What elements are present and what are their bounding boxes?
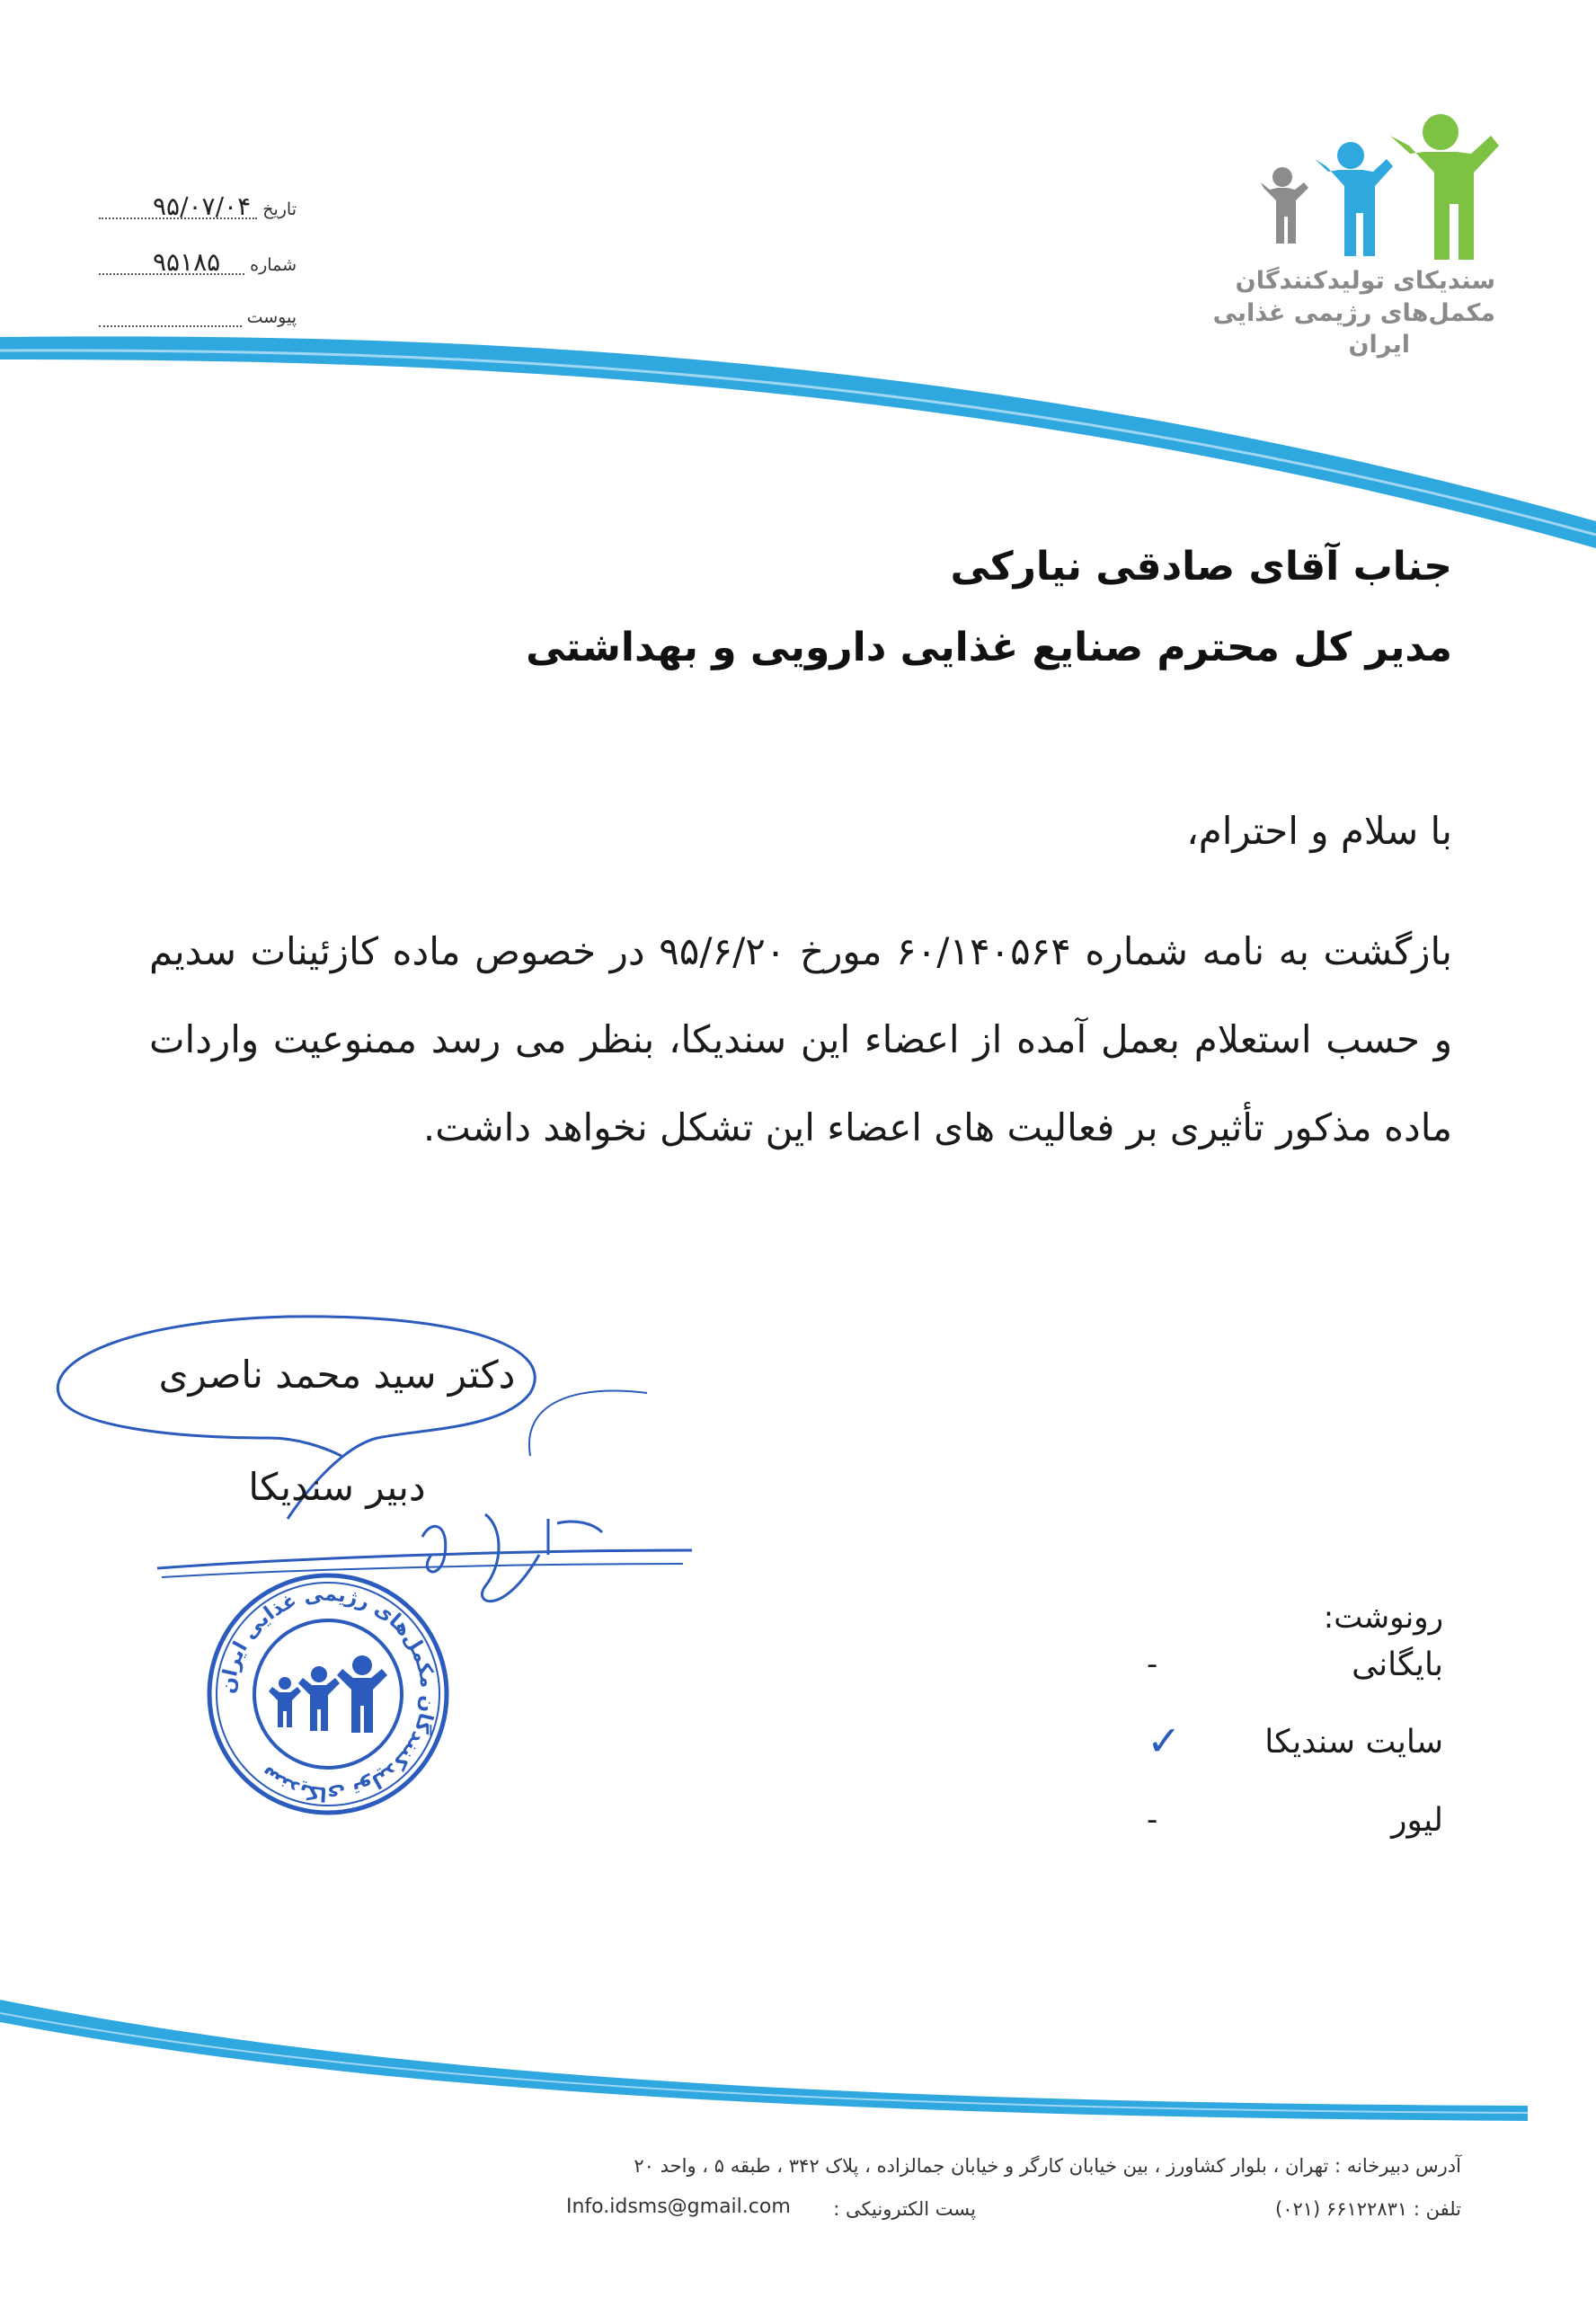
recipient-title: مدیر کل محترم صنایع غذایی دارویی و بهداشتی (526, 625, 1452, 670)
footer-email: Info.idsms@gmail.com (566, 2196, 791, 2218)
number-field (99, 244, 297, 275)
footer-email-label: پست الکترونیکی : (833, 2198, 976, 2220)
cc-item (1147, 1802, 1443, 1839)
number-label: شماره (250, 255, 297, 275)
org-name-line3: ایران (1348, 331, 1410, 359)
cc-item-mark: - (1147, 1646, 1158, 1682)
cc-item-label: لیور (1391, 1802, 1443, 1839)
greeting: با سلام و احترام، (1186, 809, 1452, 853)
org-name-line1: سندیکای تولیدکنندگان (1235, 267, 1495, 295)
cc-item-mark: - (1147, 1802, 1158, 1838)
checkmark-icon: ✓ (1147, 1717, 1182, 1765)
date-field (99, 189, 297, 219)
signatory-title: دبیر سندیکا (248, 1465, 426, 1509)
recipient-name: جناب آقای صادقی نیارکی (950, 544, 1452, 590)
footer-phone: تلفن : ۶۶۱۲۲۸۳۱ (۰۲۱) (1275, 2198, 1461, 2220)
footer-wave (0, 1991, 1596, 2134)
letter-body: بازگشت به نامه شماره ۶۰/۱۴۰۵۶۴ مورخ ۹۵/۶/۲۰ در خصوص ماده کازئینات سدیم و حسب استعلام بعمل آمده از اعضاء این سندیکا، بنظر می رسد ممنوعیت واردات ماده مذکور تأثیری بر فعالیت های اعضاء این تشکل نخواهد داشت. (149, 929, 1452, 1149)
cc-item (1147, 1646, 1443, 1683)
stamp-text: سندیکای تولیدکنندگان مکمل‌های رژیمی غذایی ایران (217, 1583, 439, 1806)
attachment-field (99, 297, 297, 327)
org-name (1190, 265, 1495, 361)
signatory-name: دکتر سید محمد ناصری (158, 1353, 516, 1397)
footer-address: آدرس دبیرخانه : تهران ، بلوار کشاورز ، بین خیابان کارگر و خیابان جمالزاده ، پلاک ۳۴۲ ، طبقه ۵ ، واحد ۲۰ (634, 2155, 1461, 2177)
cc-item-label: بایگانی (1352, 1646, 1443, 1683)
cc-item (1147, 1717, 1443, 1765)
cc-title: رونوشت: (1323, 1600, 1443, 1636)
official-stamp (202, 1568, 454, 1820)
org-logo (1245, 112, 1514, 261)
number-value: ۹۵۱۸۵ (153, 247, 221, 277)
cc-item-label: سایت سندیکا (1264, 1724, 1443, 1761)
date-label: تاریخ (262, 200, 297, 219)
attachment-label: پیوست (246, 307, 297, 327)
date-value: ۹۵/۰۷/۰۴ (153, 191, 252, 221)
org-name-line2: مکمل‌های رژیمی غذایی (1212, 298, 1495, 327)
